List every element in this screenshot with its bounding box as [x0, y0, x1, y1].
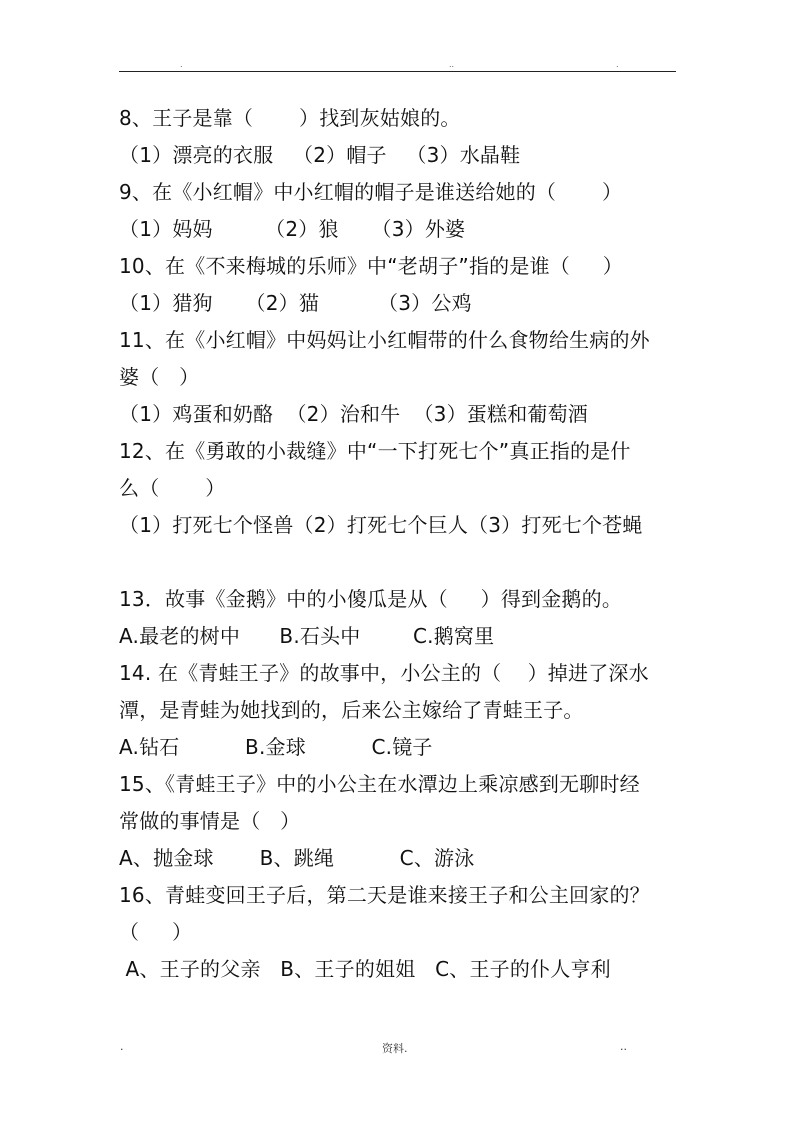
question-10-options: （1）猎狗 （2）猫 （3）公鸡 — [119, 291, 472, 315]
question-14-cont: 潭，是青蛙为她找到的，后来公主嫁给了青蛙王子。 — [119, 698, 584, 722]
question-12: 12、在《勇敢的小裁缝》中“一下打死七个”真正指的是什 — [119, 439, 631, 463]
question-12-options: （1）打死七个怪兽（2）打死七个巨人（3）打死七个苍蝇 — [119, 513, 643, 537]
question-12-cont: 么（ ） — [119, 476, 226, 500]
question-8-options: （1）漂亮的衣服 （2）帽子 （3）水晶鞋 — [119, 143, 521, 167]
question-11-options: （1）鸡蛋和奶酪 （2）治和牛 （3）蛋糕和葡萄酒 — [119, 402, 589, 426]
question-16-cont: （ ） — [119, 920, 193, 944]
question-14: 14. 在《青蛙王子》的故事中，小公主的（ ）掉进了深水 — [119, 661, 649, 685]
question-11: 11、在《小红帽》中妈妈让小红帽带的什么食物给生病的外 — [119, 328, 650, 352]
question-9-options: （1）妈妈 （2）狼 （3）外婆 — [119, 217, 466, 241]
header-dot-center: .. — [449, 60, 455, 69]
footer-dot-right: .. — [620, 1040, 627, 1053]
question-list — [119, 100, 679, 988]
question-13: 13．故事《金鹅》中的小傻瓜是从（ ）得到金鹅的。 — [119, 587, 623, 611]
question-10: 10、在《不来梅城的乐师》中“老胡子”指的是谁（ ） — [119, 254, 623, 278]
header-dot-right: . — [616, 60, 619, 69]
blank-line — [119, 544, 679, 581]
question-15: 15、《青蛙王子》中的小公主在水潭边上乘凉感到无聊时经 — [119, 772, 640, 796]
header-dot-left: . — [180, 60, 183, 69]
page-footer — [0, 1040, 794, 1060]
question-14-options: A.钻石 B.金球 C.镜子 — [119, 735, 433, 759]
question-15-cont: 常做的事情是（ ） — [119, 809, 301, 833]
question-16-options: A、王子的父亲 B、王子的姐姐 C、王子的仆人亨利 — [119, 957, 611, 981]
footer-dot-left: . — [120, 1040, 124, 1053]
question-16: 16、青蛙变回王子后，第二天是谁来接王子和公主回家的？ — [119, 883, 650, 907]
question-8: 8、王子是靠（ ）找到灰姑娘的。 — [119, 106, 461, 130]
question-9: 9、在《小红帽》中小红帽的帽子是谁送给她的（ ） — [119, 180, 623, 204]
footer-label: 资料. — [382, 1042, 408, 1055]
header-rule — [119, 71, 676, 72]
question-15-options: A、抛金球 B、跳绳 C、游泳 — [119, 846, 475, 870]
question-13-options: A.最老的树中 B.石头中 C.鹅窝里 — [119, 624, 495, 648]
question-11-cont: 婆（ ） — [119, 365, 200, 389]
